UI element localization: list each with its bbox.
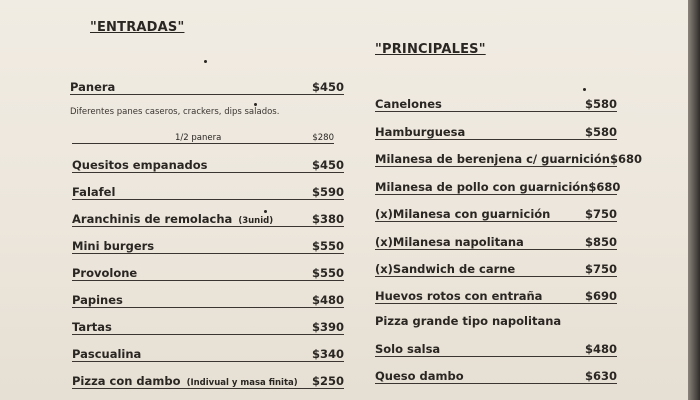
- menu-item: [375, 367, 617, 384]
- item-name: (x)Sandwich de carne: [375, 262, 516, 276]
- pizza-section-header: Pizza grande tipo napolitana: [375, 314, 562, 328]
- menu-item: [72, 237, 344, 254]
- menu-item-half-panera: [72, 131, 334, 144]
- item-name-text: Pizza con dambo: [72, 374, 181, 388]
- item-price: $450: [311, 80, 344, 94]
- item-name: Panera: [70, 80, 116, 94]
- item-name: Falafel: [72, 185, 116, 199]
- item-name: Tartas: [72, 320, 112, 334]
- page-edge: [688, 0, 700, 400]
- menu-item: [375, 178, 621, 195]
- item-name: Queso dambo: [375, 369, 464, 383]
- item-name: Huevos rotos con entraña: [375, 289, 543, 303]
- item-name: Pascualina: [72, 347, 142, 361]
- item-price: $450: [311, 158, 344, 172]
- menu-item: [375, 233, 617, 250]
- menu-item: [375, 150, 642, 167]
- panera-description: Diferentes panes caseros, crackers, dips salados.: [70, 107, 280, 117]
- item-price: $750: [584, 262, 617, 276]
- menu-item: [375, 260, 617, 277]
- principales-heading: "PRINCIPALES": [375, 42, 486, 57]
- item-price: $690: [584, 289, 617, 303]
- ink-speck: [264, 210, 267, 213]
- ink-speck: [583, 88, 586, 91]
- item-price: $580: [584, 97, 617, 111]
- item-name: Solo salsa: [375, 342, 441, 356]
- menu-item: [375, 340, 617, 357]
- menu-item: [375, 205, 617, 222]
- item-name: Milanesa de pollo con guarnición: [375, 180, 589, 194]
- ink-speck: [254, 103, 257, 106]
- item-price: $340: [311, 347, 344, 361]
- menu-item: [72, 345, 344, 362]
- item-name: Provolone: [72, 266, 138, 280]
- item-price: $380: [311, 212, 344, 226]
- menu-item: [72, 264, 344, 281]
- item-price: $550: [311, 266, 344, 280]
- item-price: $480: [311, 293, 344, 307]
- item-name: Canelones: [375, 97, 442, 111]
- menu-item: [375, 95, 617, 112]
- menu-item-panera: [70, 78, 344, 95]
- item-name: Papines: [72, 293, 123, 307]
- item-name: Hamburguesa: [375, 125, 466, 139]
- item-price: $680: [609, 152, 642, 166]
- item-price: $750: [584, 207, 617, 221]
- item-price: $580: [584, 125, 617, 139]
- menu-item: [72, 291, 344, 308]
- item-name: (x)Milanesa napolitana: [375, 235, 524, 249]
- item-name: Quesitos empanados: [72, 158, 208, 172]
- item-price: $250: [311, 374, 344, 388]
- item-note: (Indivual y masa finita): [186, 378, 298, 388]
- item-price: $280: [312, 133, 334, 143]
- item-price: $550: [311, 239, 344, 253]
- menu-item: [72, 210, 344, 227]
- item-price: $630: [584, 369, 617, 383]
- menu-item: [72, 156, 344, 173]
- menu-item: [72, 318, 344, 335]
- item-price: $590: [311, 185, 344, 199]
- item-price: $850: [584, 235, 617, 249]
- menu-item: [72, 372, 344, 389]
- item-name: Mini burgers: [72, 239, 155, 253]
- menu-item: [72, 183, 344, 200]
- item-name: (x)Milanesa con guarnición: [375, 207, 551, 221]
- entradas-heading: "ENTRADAS": [90, 20, 185, 35]
- ink-speck: [204, 60, 207, 63]
- item-name: Milanesa de berenjena c/ guarnición: [375, 152, 610, 166]
- item-name-text: Aranchinis de remolacha: [72, 212, 233, 226]
- item-price: $390: [311, 320, 344, 334]
- item-price: $680: [588, 180, 621, 194]
- item-name: [72, 212, 312, 226]
- item-price: $480: [584, 342, 617, 356]
- item-name: [72, 374, 312, 388]
- item-note: (3unid): [238, 216, 274, 226]
- menu-item: [375, 123, 617, 140]
- item-name: 1/2 panera: [175, 133, 222, 143]
- menu-item: [375, 287, 617, 304]
